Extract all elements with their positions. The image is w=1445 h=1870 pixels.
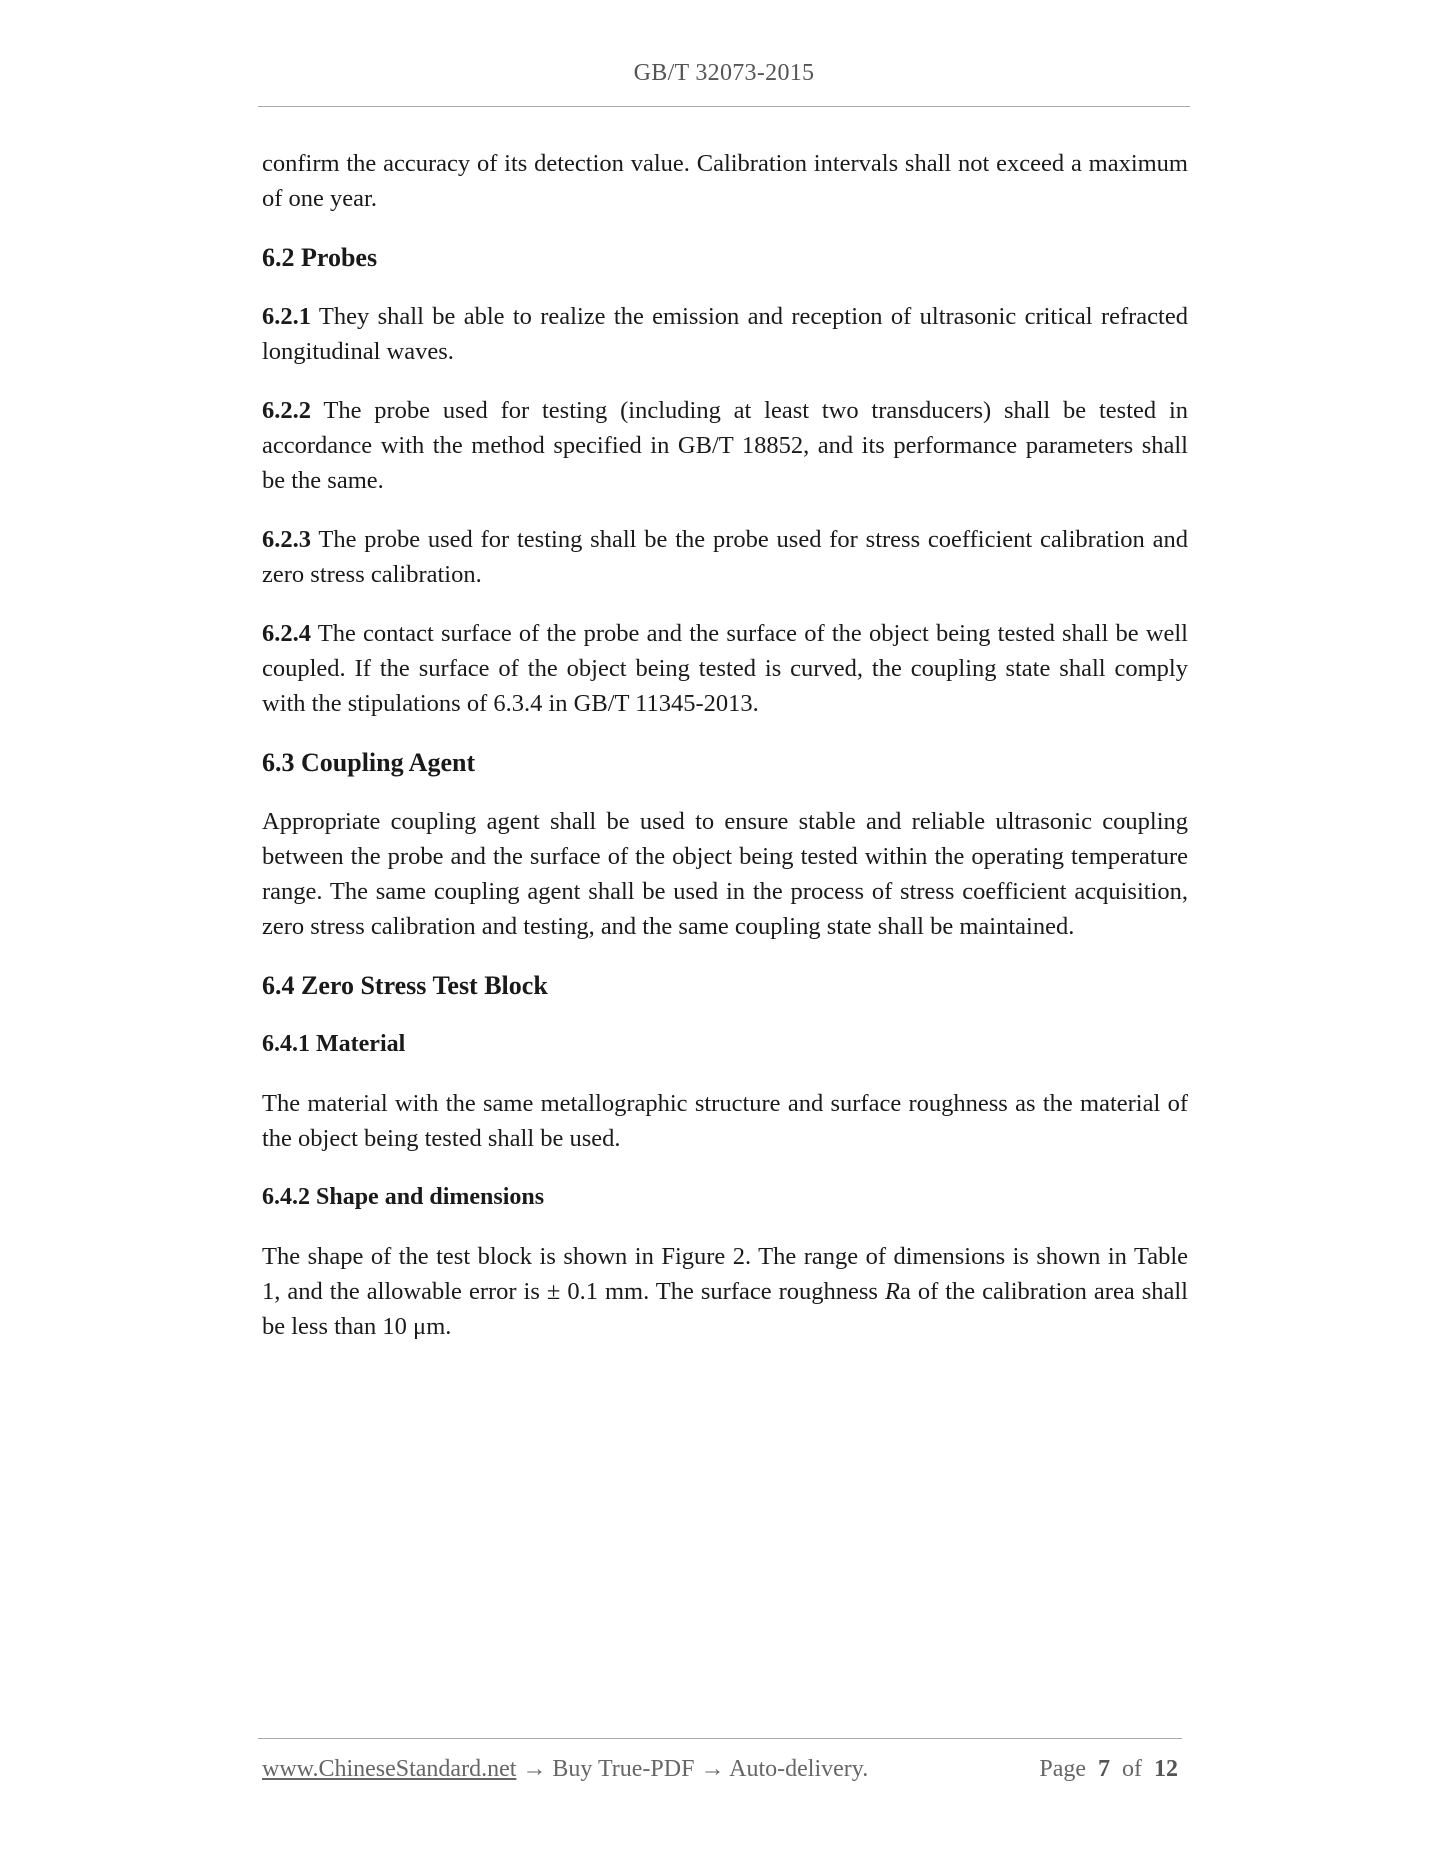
paragraph-6-3: Appropriate coupling agent shall be used to ensure stable and reliable ultrasonic coupling between the probe and the surface of the object being tested within the operating temperature range. The same coupling agent shall be used in the process of stress coefficient acquisition, zero stress calibration and testing, and the same coupling state shall be maintained.	[262, 808, 1188, 940]
clause-number: 6.2.4	[262, 620, 311, 647]
page-number: 7	[1098, 1756, 1110, 1782]
heading-6-2: 6.2 Probes	[262, 243, 378, 272]
delivery-text: Auto-delivery.	[729, 1756, 869, 1782]
heading-6-3: 6.3 Coupling Agent	[262, 748, 476, 777]
website-link[interactable]: www.ChineseStandard.net	[262, 1756, 517, 1782]
page-total: 12	[1154, 1756, 1178, 1782]
document-header-title: GB/T 32073-2015	[633, 60, 815, 86]
clause-text: The probe used for testing shall be the probe used for stress coefficient calibration and zero stress calibration.	[262, 526, 1188, 588]
clause-number: 6.2.1	[262, 303, 311, 330]
roughness-symbol: R	[884, 1278, 900, 1305]
document-body	[262, 146, 1188, 1368]
paragraph-text: The shape of the test block is shown in Figure 2. The range of dimensions is shown in Table 1, and the allowable error is ± 0.1 mm. The surface roughness	[262, 1243, 1188, 1305]
clause-6-2-1	[262, 299, 1188, 369]
clause-number: 6.2.3	[262, 526, 311, 553]
clause-6-2-2	[262, 393, 1188, 498]
heading-6-4: 6.4 Zero Stress Test Block	[262, 971, 548, 1000]
paragraph-6-4-2	[262, 1239, 1188, 1344]
heading-6-4-1: 6.4.1 Material	[262, 1031, 406, 1057]
heading-6-4-2: 6.4.2 Shape and dimensions	[262, 1184, 545, 1210]
clause-number: 6.2.2	[262, 397, 311, 424]
header-divider	[258, 106, 1190, 107]
clause-text: The probe used for testing (including at least two transducers) shall be tested in accordance with the method specified in GB/T 18852, and its performance parameters shall be the same.	[262, 397, 1188, 494]
page-label: Page	[1039, 1756, 1086, 1782]
paragraph-intro: confirm the accuracy of its detection value. Calibration intervals shall not exceed a maximum of one year.	[262, 150, 1188, 212]
arrow-icon: →	[694, 1756, 730, 1782]
clause-text: They shall be able to realize the emission and reception of ultrasonic critical refracted longitudinal waves.	[262, 303, 1188, 365]
footer-divider	[258, 1738, 1182, 1739]
arrow-icon: →	[516, 1756, 553, 1782]
buy-text: Buy True-PDF	[552, 1756, 695, 1782]
paragraph-6-4-1: The material with the same metallographic structure and surface roughness as the material of the object being tested shall be used.	[262, 1090, 1188, 1152]
clause-6-2-4	[262, 616, 1188, 721]
paragraph-text: a of the calibration area shall be less than 10 μm.	[262, 1278, 1188, 1340]
clause-text: The contact surface of the probe and the surface of the object being tested shall be well coupled. If the surface of the object being tested is curved, the coupling state shall comply with the stipulations of 6.3.4 in GB/T 11345-2013.	[262, 620, 1188, 717]
page-indicator	[1039, 1756, 1178, 1783]
footer-promo	[262, 1756, 868, 1783]
of-label: of	[1122, 1756, 1142, 1782]
clause-6-2-3	[262, 522, 1188, 592]
